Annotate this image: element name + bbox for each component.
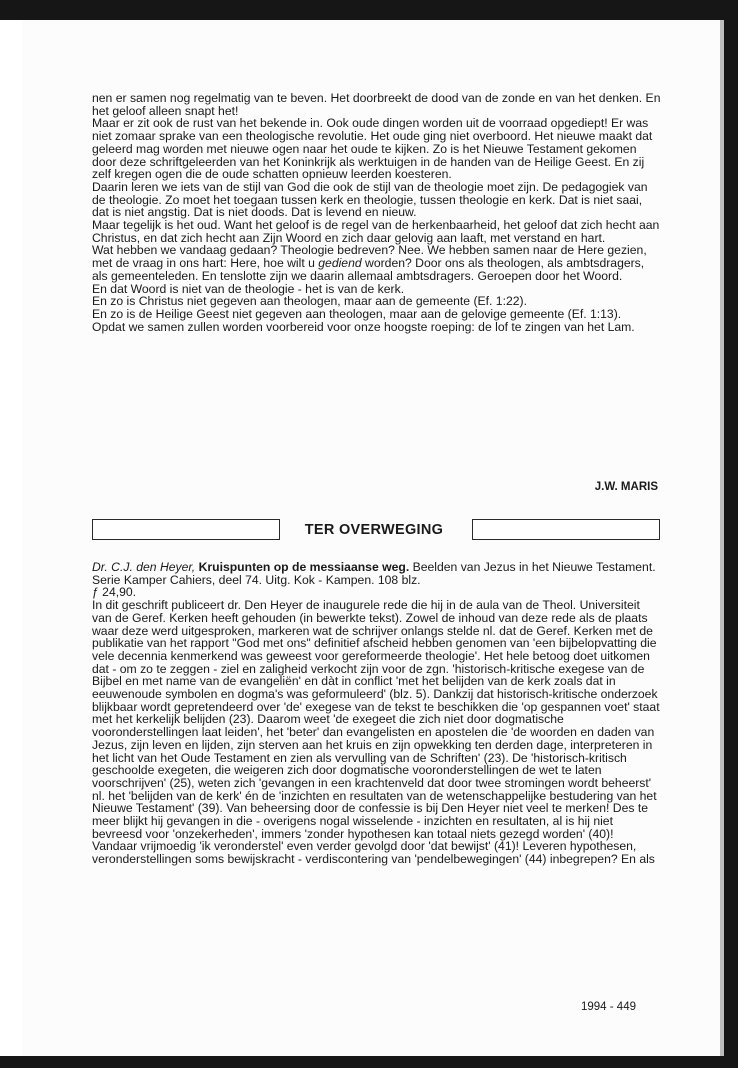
author-signature: J.W. MARIS	[594, 481, 658, 493]
paragraph: En zo is de Heilige Geest niet gegeven aan theologen, maar aan de gelovige gemeente (Ef. 1:13).	[92, 306, 622, 321]
paragraph: En zo is Christus niet gegeven aan theologen, maar aan de gemeente (Ef. 1:22).	[92, 294, 527, 309]
scan-border-right	[724, 0, 738, 1068]
paragraph: Daarin leren we iets van de stijl van God die ook de stijl van de theologie moet zijn. De pedagogiek van de theologie. Zo moet het toegaan tussen kerk en theologie, tussen theologie en kerk. Dat is niet saai, dat is niet angstig. Dat is niet doods. Dat is levend en nieuw.	[92, 179, 648, 220]
paragraph: Opdat we samen zullen worden voorbereid voor onze hoogste roeping: de lof te zingen van het Lam.	[92, 319, 635, 334]
paragraph: Wat hebben we vandaag gedaan? Theologie bedreven? Nee. We hebben samen naar de Here gezien, met de vraag in ons hart: Here, hoe wilt u gediend worden? Door ons als theologen, als ambtsdragers, als gemeenteleden. En tenslotte zijn we daarin allemaal ambtsdragers. Geroepen door het Woord.	[92, 243, 647, 283]
review-book-title: Kruispunten op de messiaanse weg.	[198, 560, 410, 574]
heading-box-right	[472, 519, 660, 540]
paragraph: Maar er zit ook de rust van het bekende in. Ook oude dingen worden uit de voorraad opgediept! Er was niet zomaar sprake van een theologische revolutie. Het oude ging niet overboord. Het nieuwe maakt dat geleerd mag worden met nieuwe ogen naar het oude te kijken. Zo is het Nieuwe Testament gekomen door deze schriftgeleerden van het Koninkrijk als werktuigen in de handen van de Heilige Geest. En zij zelf kregen ogen die de oude schatten opnieuw leerden koesteren.	[92, 116, 653, 182]
scan-border-bottom	[0, 1056, 738, 1068]
document-page	[22, 20, 720, 1056]
paragraph: nen er samen nog regelmatig van te beven. Het doorbreekt de dood van de zonde en van het denken. En het geloof alleen snapt het!	[92, 91, 661, 118]
review-body: In dit geschrift publiceert dr. Den Heyer de inaugurele rede die hij in de aula van de Theol. Universiteit van de Geref. Kerken heeft gehouden (in bewerkte tekst). Zowel de inhoud van deze rede als de plaats waar deze werd uitgesproken, markeren wat de schrijver onlangs stelde nl. dat de Geref. Kerken met de publikatie van het rapport "God met ons" definitief afscheid hebben genomen van 'een bijbelopvatting die vele decennia kenmerkend was geweest voor gereformeerde theologie'. Het hele betoog doet uitkomen dat - om zo te zeggen - ziel en zaligheid verkocht zijn voor de zgn. 'historisch-kritische exegese van de Bijbel en met name van de evangeliën' en dàt in conflict 'met het belijden van de kerk zoals dat in eeuwenoude symbolen en dogma's was geformuleerd' (blz. 5). Dankzij dat historisch-kritische onderzoek blijkbaar wordt gepretendeerd over 'de' exegese van de tekst te beschikken die 'op gespannen voet' staat met het kerkelijk belijden (23). Daarom weet 'de exegeet die zich niet door dogmatische vooronderstellingen laat leiden', het 'beter' dan evangelisten en apostelen die 'de woorden en daden van Jezus, zijn leven en lijden, zijn sterven aan het kruis en zijn opwekking ten derden dage, interpreteren in het licht van het Oude Testament en zien als vervulling van de Schriften' (23). De 'historisch-kritisch geschoolde exegeten, die weigeren zich door dogmatische vooronderstellingen de wet te laten voorschrijven' (25), weten zich 'gevangen in een krachtenveld dat door twee stromingen wordt beheerst' nl. het 'belijden van de kerk' én de 'inzichten en resultaten van de wetenschappelijke bestudering van het Nieuwe Testament' (39). Van beheersing door de confessie is bij Den Heyer niet veel te merken! Des te meer blijkt hij gevangen in die - overigens nogal wisselende - inzichten en resultaten, al is hij niet bevreesd voor 'onzekerheden', immers 'zonder hypothesen kan totaal niets gezegd worden' (40)! Vandaar vrijmoedig 'ik veronderstel' even verder gevolgd door 'dat bewijst' (41)! Leveren hypothesen, veronderstellingen soms bewijskracht - verdiscontering van 'pendelbewegingen' (44) inbegrepen? En als	[92, 598, 660, 867]
section-heading	[92, 519, 662, 543]
section-title: TER OVERWEGING	[304, 522, 444, 538]
book-review	[92, 561, 662, 866]
review-price: ƒ 24,90.	[92, 585, 137, 600]
review-citation	[92, 561, 662, 586]
review-details: Beelden van Jezus in het Nieuwe Testament. Serie Kamper Cahiers, deel 74. Uitg. Kok - Kampen. 108 blz.	[92, 560, 656, 587]
scan-border-top	[0, 0, 738, 20]
paper-edge	[720, 20, 724, 1056]
article-ending	[92, 92, 662, 333]
heading-box-left	[92, 519, 280, 540]
review-author: Dr. C.J. den Heyer,	[92, 560, 196, 574]
paragraph: En dat Woord is niet van de theologie - het is van de kerk.	[92, 281, 405, 296]
page-number: 1994 - 449	[581, 1001, 636, 1013]
paragraph: Maar tegelijk is het oud. Want het geloof is de regel van de herkenbaarheid, het geloof dat zich hecht aan Christus, en dat zich hecht aan Zijn Woord en zich daar gelovig aan laaft, met verstand en hart.	[92, 218, 660, 245]
